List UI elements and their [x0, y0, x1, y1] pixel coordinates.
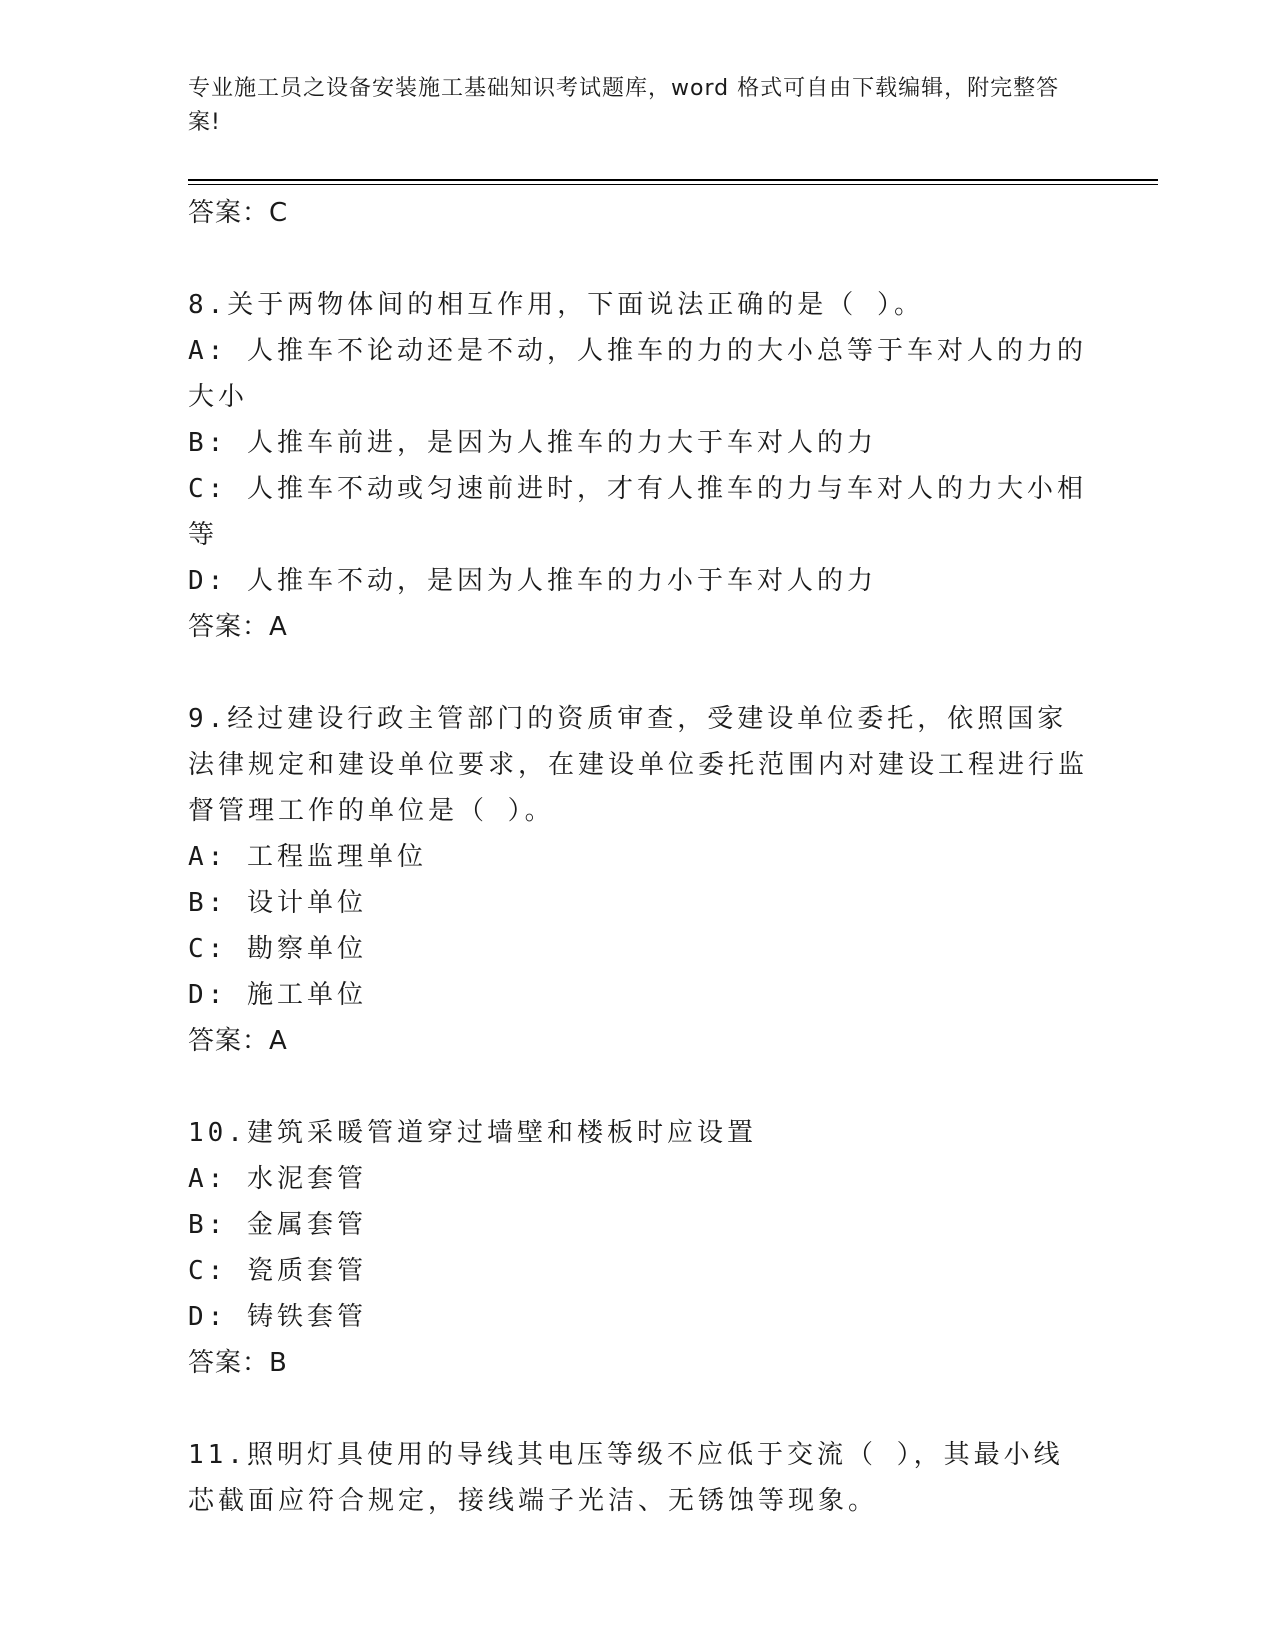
option-a: A: 工程监理单位 [188, 842, 427, 872]
option-c: C: 人推车不动或匀速前进时，才有人推车的力与车对人的力大小相等 [188, 474, 1087, 550]
header-divider-thick [188, 179, 1158, 181]
question-text: 8.关于两物体间的相互作用，下面说法正确的是（ ）。 [188, 290, 924, 320]
option-d: D: 铸铁套管 [188, 1302, 367, 1332]
answer-label: 答案：A [188, 1026, 288, 1056]
question-text: 9.经过建设行政主管部门的资质审查，受建设单位委托，依照国家法律规定和建设单位要求，在建设单位委托范围内对建设工程进行监督管理工作的单位是（ ）。 [188, 704, 1089, 826]
answer-label: 答案：C [188, 198, 289, 228]
question-text: 11.照明灯具使用的导线其电压等级不应低于交流（ ），其最小线芯截面应符合规定，接线端子光洁、无锈蚀等现象。 [188, 1440, 1064, 1516]
question-item [188, 696, 1088, 1064]
question-item [188, 282, 1088, 650]
question-item [188, 1110, 1088, 1386]
header-divider-thin [188, 184, 1158, 185]
option-a: A: 人推车不论动还是不动，人推车的力的大小总等于车对人的力的大小 [188, 336, 1087, 412]
question-list [188, 190, 1088, 1524]
option-b: B: 金属套管 [188, 1210, 367, 1240]
answer-label: 答案：B [188, 1348, 288, 1378]
question-item [188, 1432, 1088, 1524]
option-d: D: 人推车不动，是因为人推车的力小于车对人的力 [188, 566, 877, 596]
document-header: 专业施工员之设备安装施工基础知识考试题库，word 格式可自由下载编辑，附完整答案! [188, 76, 1060, 135]
option-b: B: 人推车前进，是因为人推车的力大于车对人的力 [188, 428, 877, 458]
answer-label: 答案：A [188, 612, 288, 642]
option-d: D: 施工单位 [188, 980, 367, 1010]
option-c: C: 勘察单位 [188, 934, 367, 964]
option-c: C: 瓷质套管 [188, 1256, 367, 1286]
option-a: A: 水泥套管 [188, 1164, 367, 1194]
option-b: B: 设计单位 [188, 888, 367, 918]
question-text: 10.建筑采暖管道穿过墙壁和楼板时应设置 [188, 1118, 757, 1148]
